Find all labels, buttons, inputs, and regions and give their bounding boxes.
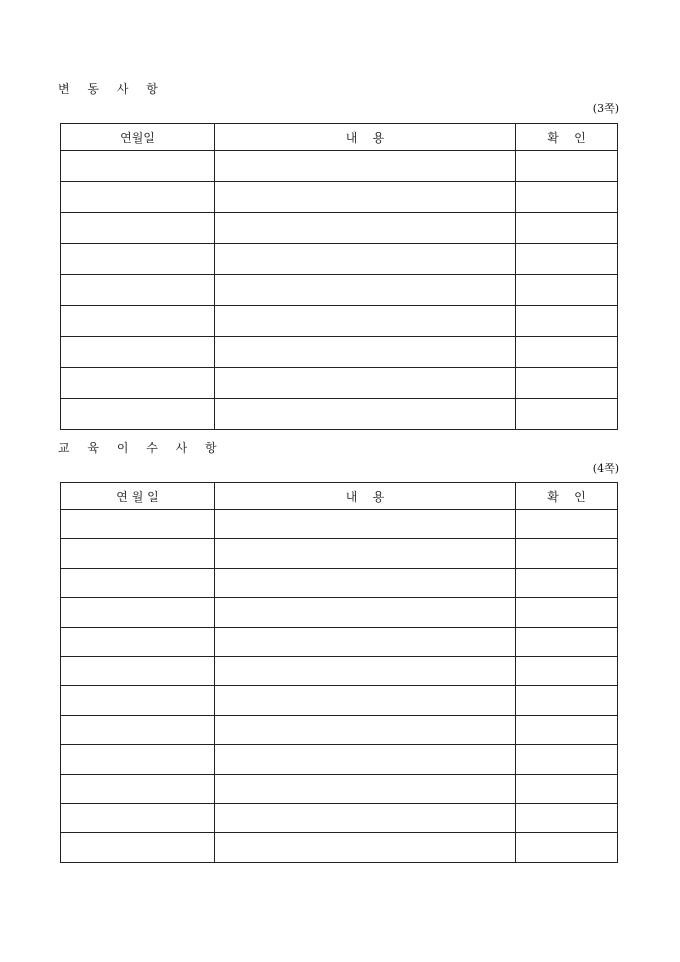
header-confirm: 확 인 xyxy=(516,124,618,151)
header-date: 연 월 일 xyxy=(61,483,215,510)
confirm-cell[interactable] xyxy=(516,275,618,306)
content-cell[interactable] xyxy=(215,833,516,862)
table-row xyxy=(61,833,618,862)
confirm-cell[interactable] xyxy=(516,306,618,337)
confirm-cell[interactable] xyxy=(516,686,618,715)
confirm-cell[interactable] xyxy=(516,337,618,368)
table-row xyxy=(61,598,618,627)
confirm-cell[interactable] xyxy=(516,598,618,627)
content-cell[interactable] xyxy=(215,598,516,627)
table-row xyxy=(61,539,618,568)
content-cell[interactable] xyxy=(215,539,516,568)
content-cell[interactable] xyxy=(215,244,516,275)
date-cell[interactable] xyxy=(61,627,215,656)
table-row xyxy=(61,656,618,685)
date-cell[interactable] xyxy=(61,368,215,399)
content-cell[interactable] xyxy=(215,337,516,368)
page-number-4: (4쪽) xyxy=(592,462,619,475)
table-row xyxy=(61,337,618,368)
content-cell[interactable] xyxy=(215,686,516,715)
date-cell[interactable] xyxy=(61,399,215,430)
content-cell[interactable] xyxy=(215,627,516,656)
confirm-cell[interactable] xyxy=(516,627,618,656)
date-cell[interactable] xyxy=(61,715,215,744)
table-row xyxy=(61,151,618,182)
confirm-cell[interactable] xyxy=(516,803,618,832)
changes-table xyxy=(60,123,618,430)
date-cell[interactable] xyxy=(61,686,215,715)
table-row xyxy=(61,399,618,430)
content-cell[interactable] xyxy=(215,656,516,685)
header-confirm: 확 인 xyxy=(516,483,618,510)
content-cell[interactable] xyxy=(215,399,516,430)
header-content: 내 용 xyxy=(215,124,516,151)
table-row xyxy=(61,774,618,803)
content-cell[interactable] xyxy=(215,510,516,539)
date-cell[interactable] xyxy=(61,275,215,306)
date-cell[interactable] xyxy=(61,182,215,213)
section-title-changes: 변 동 사 항 xyxy=(58,82,165,96)
confirm-cell[interactable] xyxy=(516,399,618,430)
confirm-cell[interactable] xyxy=(516,568,618,597)
table-row xyxy=(61,627,618,656)
table-row xyxy=(61,368,618,399)
date-cell[interactable] xyxy=(61,656,215,685)
confirm-cell[interactable] xyxy=(516,715,618,744)
confirm-cell[interactable] xyxy=(516,745,618,774)
section-title-training: 교 육 이 수 사 항 xyxy=(58,441,224,455)
content-cell[interactable] xyxy=(215,803,516,832)
table-row xyxy=(61,275,618,306)
page-number-3: (3쪽) xyxy=(592,102,619,115)
date-cell[interactable] xyxy=(61,833,215,862)
content-cell[interactable] xyxy=(215,568,516,597)
date-cell[interactable] xyxy=(61,803,215,832)
confirm-cell[interactable] xyxy=(516,656,618,685)
date-cell[interactable] xyxy=(61,745,215,774)
confirm-cell[interactable] xyxy=(516,244,618,275)
date-cell[interactable] xyxy=(61,774,215,803)
date-cell[interactable] xyxy=(61,598,215,627)
table-row xyxy=(61,182,618,213)
date-cell[interactable] xyxy=(61,306,215,337)
table-row xyxy=(61,803,618,832)
date-cell[interactable] xyxy=(61,213,215,244)
table-row xyxy=(61,213,618,244)
date-cell[interactable] xyxy=(61,568,215,597)
confirm-cell[interactable] xyxy=(516,539,618,568)
date-cell[interactable] xyxy=(61,151,215,182)
header-content: 내 용 xyxy=(215,483,516,510)
table-row xyxy=(61,510,618,539)
confirm-cell[interactable] xyxy=(516,510,618,539)
table-row xyxy=(61,715,618,744)
content-cell[interactable] xyxy=(215,275,516,306)
table-row xyxy=(61,568,618,597)
content-cell[interactable] xyxy=(215,715,516,744)
table-row xyxy=(61,244,618,275)
content-cell[interactable] xyxy=(215,368,516,399)
confirm-cell[interactable] xyxy=(516,833,618,862)
date-cell[interactable] xyxy=(61,539,215,568)
confirm-cell[interactable] xyxy=(516,213,618,244)
header-date: 연월일 xyxy=(61,124,215,151)
confirm-cell[interactable] xyxy=(516,151,618,182)
date-cell[interactable] xyxy=(61,510,215,539)
content-cell[interactable] xyxy=(215,774,516,803)
content-cell[interactable] xyxy=(215,213,516,244)
table-row xyxy=(61,306,618,337)
content-cell[interactable] xyxy=(215,745,516,774)
date-cell[interactable] xyxy=(61,244,215,275)
training-table xyxy=(60,482,618,863)
table-row xyxy=(61,745,618,774)
content-cell[interactable] xyxy=(215,306,516,337)
date-cell[interactable] xyxy=(61,337,215,368)
content-cell[interactable] xyxy=(215,151,516,182)
confirm-cell[interactable] xyxy=(516,774,618,803)
content-cell[interactable] xyxy=(215,182,516,213)
confirm-cell[interactable] xyxy=(516,368,618,399)
table-header-row xyxy=(61,483,618,510)
table-row xyxy=(61,686,618,715)
confirm-cell[interactable] xyxy=(516,182,618,213)
table-header-row xyxy=(61,124,618,151)
